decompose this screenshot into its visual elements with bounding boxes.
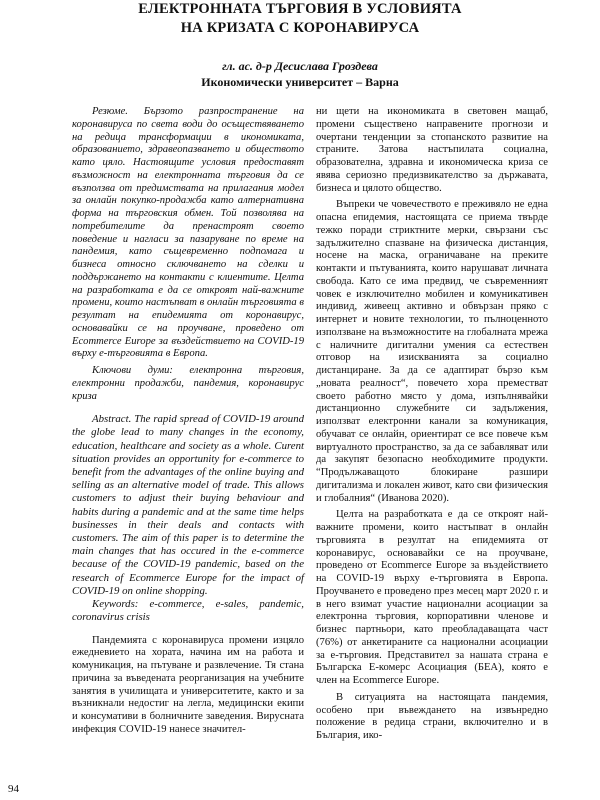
abstract-en: Abstract. The rapid spread of COVID-19 around the globe lead to many changes in the economy, education, healthcare and society as a whole. Curent situation provides an opportunity for e-commerce to benefit from the advantages of the online buying and selling as an alternative model of trade. This allows customers to adjust their buying behaviour and habits during a pandemic and at the same time helps businesses in their deals and contacts with customers. The aim of this paper is to determine the main changes that has occured in the e-commerce because of the COVID-19 pandemic, based on the research of Ecommerce Europe for the impact of COVID-19 on online shopping.	[72, 413, 304, 597]
body-paragraph-5: В ситуацията на настоящата пандемия, особено при въвеждането на извънредно положение в редица страни, включително и в България, ико-	[316, 691, 548, 741]
author-affiliation: Икономически университет – Варна	[201, 75, 399, 89]
keywords-bg: Ключови думи: електронна търговия, електронни продажби, пандемия, коронавирус криза	[72, 365, 304, 402]
page-number: 94	[8, 783, 19, 795]
left-column	[72, 106, 304, 741]
paper-title	[60, 0, 540, 38]
body-paragraph-3: Въпреки че човечеството е преживяло не една опасна епидемия, настоящата се приема твърде тежко поради стриктните мерки, свързани със задължително спазване на физическа дистанция, носене на маска, ограничаване на преките контакти и пътуванията, които нарушават личната свобода. Като се има предвид, че съвременният човек е изключително мобилен и комуникативен индивид, живеещ активно и обвързан пряко с интернет и новите технологии, то пълноценното използване на възможностите на глобалната мрежа с наличните дигитални умения са естествен отговор на изискванията за социално дистанциране. За да се адаптират бързо към „новата реалност“, повечето хора преместват своето работно място у дома, изпълнявайки дистанционно служебните си задължения, използват електронни канали за комуникация, обучават се онлайн, ориентират се все повече към виртуалното пространство, за да се забавляват или да закупят безопасно необходимите продукти. “Продължаващото блокиране разшири дигитализма и локален живот, като сви физическия и глобалния“ (Иванова 2020).	[316, 199, 548, 504]
body-paragraph-2: ни щети на икономиката в световен мащаб, промени съществено направените прогнози и очертани тенденции за стопанското развитие на страните. Затова настъпилата социална, образователна, здравна и икономическа криза се явява сериозно предизвикателство за държавата, бизнеса и цялото общество.	[316, 106, 548, 194]
author-block	[90, 58, 510, 90]
title-line-1: ЕЛЕКТРОННАТА ТЪРГОВИЯ В УСЛОВИЯТА	[138, 1, 462, 17]
body-paragraph-1: Пандемията с коронавируса промени изцяло ежедневието на хората, начина им на работа и комуникация, на пътуване и развлечение. Тя стана причина за въведената реорганизация на учебните занятия в училищата и университетите, както и за възникнали недостиг на легла, медицински екипи и консумативи в болничните заведения. Вирусната инфекция COVID-19 нанесе значител-	[72, 634, 304, 735]
right-column	[316, 106, 548, 747]
body-paragraph-4: Целта на разработката е да се откроят най-важните промени, които настъпват в онлайн търговията в резултат на епидемията от коронавирус, основавайки се на проучване, проведено от Ecommerce Europe за въздействието на COVID-19 върху е-търговията в Европа. Проучването е проведено през месец март 2020 г. и в него взимат участие национални асоциации за електронна търговия, корпоративни членове и бизнес партньори, като преобладаващата част (76%) от анкетираните са национални асоциации за е-търговия. Представител за нашата страна е Българска Е-комерс Асоциация (БЕА), която е член на Ecommerce Europe.	[316, 509, 548, 686]
summary-bg: Резюме. Бързото разпространение на коронавируса по света води до осъществяването на редица трансформации в икономиката, образованието, здравеопазването и обществото като цяло. Настоящите условия предоставят възможност на електронната търговия да се възползва от предимствата на прилагания модел за онлайн покупко-продажба като алтернативна форма на търговския обмен. Той позволява на потребителите да пренастроят своето поведение и нагласи за пазаруване по време на пандемия, като същевременно подпомага и бизнеса относно сключването на сделки и поддържането на контакти с клиентите. Целта на разработката е да се откроят най-важните промени, които настъпват в онлайн търговията в резултат на епидемията от коронавирус, основавайки се на проучване, проведено от Ecommerce Europe за въздействието на COVID-19 върху е-търговията в Европа.	[72, 106, 304, 360]
title-line-2: НА КРИЗАТА С КОРОНАВИРУСА	[180, 20, 420, 36]
author-name: гл. ас. д-р Десислава Гроздева	[222, 59, 378, 73]
keywords-en: Keywords: e-commerce, e-sales, pandemic, coronavirus crisis	[72, 598, 304, 624]
